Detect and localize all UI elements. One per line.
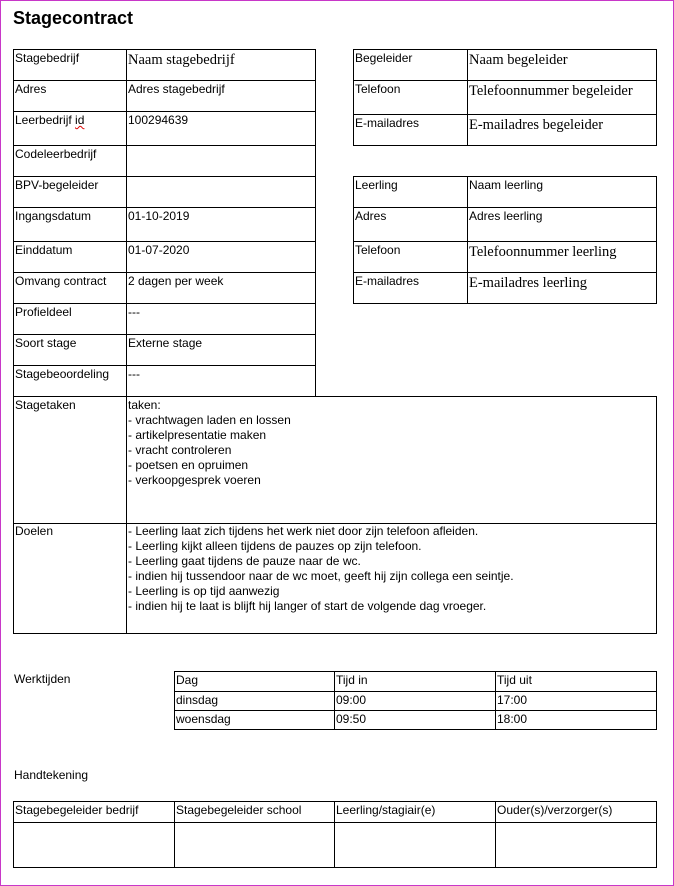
werktijden-cell[interactable]: 09:50 <box>334 710 496 730</box>
label-begeleider: Begeleider <box>353 49 468 81</box>
doelen-line: - indien hij te laat is blijft hij langer of start de volgende dag vroeger. <box>128 599 487 613</box>
label-stagebeoordeling: Stagebeoordeling <box>13 365 127 397</box>
stagetaken-line: - artikelpresentatie maken <box>128 428 267 442</box>
doelen-line: - Leerling kijkt alleen tijdens de pauzes op zijn telefoon. <box>128 539 422 553</box>
label-adres: Adres <box>13 80 127 112</box>
doelen-line: - Leerling laat zich tijdens het werk niet door zijn telefoon afleiden. <box>128 524 479 538</box>
value-einddatum[interactable]: 01-07-2020 <box>126 241 316 273</box>
signature-box-ouders[interactable] <box>495 822 657 868</box>
handtekening-label: Handtekening <box>14 768 89 782</box>
leerbedrijf-id-text: Leerbedrijf id <box>15 113 85 127</box>
value-telefoon-begeleider[interactable]: Telefoonnummer begeleider <box>467 80 657 115</box>
label-doelen: Doelen <box>13 523 127 634</box>
werktijden-label: Werktijden <box>14 672 71 686</box>
label-stagetaken: Stagetaken <box>13 396 127 524</box>
doelen-line: - Leerling is op tijd aanwezig <box>128 584 280 598</box>
spellcheck-mark: id <box>75 113 85 127</box>
value-omvang-contract[interactable]: 2 dagen per week <box>126 272 316 304</box>
label-email-begeleider: E-mailadres <box>353 114 468 146</box>
stagetaken-line: - verkoopgesprek voeren <box>128 473 261 487</box>
value-ingangsdatum[interactable]: 01-10-2019 <box>126 207 316 242</box>
label-einddatum: Einddatum <box>13 241 127 273</box>
doelen-line: - indien hij tussendoor naar de wc moet, geeft hij zijn collega een seintje. <box>128 569 514 583</box>
label-bpv-begeleider: BPV-begeleider <box>13 176 127 208</box>
value-stagebedrijf[interactable]: Naam stagebedrijf <box>126 49 316 81</box>
label-stagebedrijf: Stagebedrijf <box>13 49 127 81</box>
stagetaken-line: - vrachtwagen laden en lossen <box>128 413 291 427</box>
label-leerbedrijf-id <box>13 111 127 146</box>
werktijden-header-tijd-uit: Tijd uit <box>495 671 657 692</box>
value-codeleerbedrijf[interactable] <box>126 145 316 177</box>
value-soort-stage[interactable]: Externe stage <box>126 334 316 366</box>
handtekening-header: Stagebegeleider bedrijf <box>13 801 175 823</box>
label-profieldeel: Profieldeel <box>13 303 127 335</box>
werktijden-cell[interactable]: dinsdag <box>174 691 335 711</box>
werktijden-cell[interactable]: 17:00 <box>495 691 657 711</box>
stagetaken-list[interactable] <box>126 396 657 524</box>
value-begeleider[interactable]: Naam begeleider <box>467 49 657 81</box>
doelen-line: - Leerling gaat tijdens de pauze naar de wc. <box>128 554 361 568</box>
werktijden-cell[interactable]: 18:00 <box>495 710 657 730</box>
werktijden-header-tijd-in: Tijd in <box>334 671 496 692</box>
signature-box-stagebegeleider-school[interactable] <box>174 822 335 868</box>
label-ingangsdatum: Ingangsdatum <box>13 207 127 242</box>
value-telefoon-leerling[interactable]: Telefoonnummer leerling <box>467 241 657 273</box>
value-stagebeoordeling[interactable]: --- <box>126 365 316 397</box>
stagetaken-line: taken: <box>128 398 161 412</box>
label-telefoon-begeleider: Telefoon <box>353 80 468 115</box>
value-adres-leerling[interactable]: Adres leerling <box>467 207 657 242</box>
stagetaken-line: - poetsen en opruimen <box>128 458 249 472</box>
value-leerling[interactable]: Naam leerling <box>467 176 657 208</box>
label-omvang-contract: Omvang contract <box>13 272 127 304</box>
werktijden-cell[interactable]: 09:00 <box>334 691 496 711</box>
label-soort-stage: Soort stage <box>13 334 127 366</box>
value-email-begeleider[interactable]: E-mailadres begeleider <box>467 114 657 146</box>
handtekening-header: Stagebegeleider school <box>174 801 335 823</box>
doelen-list[interactable] <box>126 523 657 634</box>
werktijden-header-dag: Dag <box>174 671 335 692</box>
label-email-leerling: E-mailadres <box>353 272 468 304</box>
signature-box-stagebegeleider-bedrijf[interactable] <box>13 822 175 868</box>
label-leerling: Leerling <box>353 176 468 208</box>
signature-box-leerling[interactable] <box>334 822 496 868</box>
page-title: Stagecontract <box>13 8 134 28</box>
value-leerbedrijf-id[interactable]: 100294639 <box>126 111 316 146</box>
value-profieldeel[interactable]: --- <box>126 303 316 335</box>
value-bpv-begeleider[interactable] <box>126 176 316 208</box>
handtekening-header: Ouder(s)/verzorger(s) <box>495 801 657 823</box>
stagetaken-line: - vracht controleren <box>128 443 232 457</box>
label-telefoon-leerling: Telefoon <box>353 241 468 273</box>
handtekening-header: Leerling/stagiair(e) <box>334 801 496 823</box>
label-adres-leerling: Adres <box>353 207 468 242</box>
label-codeleerbedrijf: Codeleerbedrijf <box>13 145 127 177</box>
werktijden-cell[interactable]: woensdag <box>174 710 335 730</box>
value-adres[interactable]: Adres stagebedrijf <box>126 80 316 112</box>
value-email-leerling[interactable]: E-mailadres leerling <box>467 272 657 304</box>
